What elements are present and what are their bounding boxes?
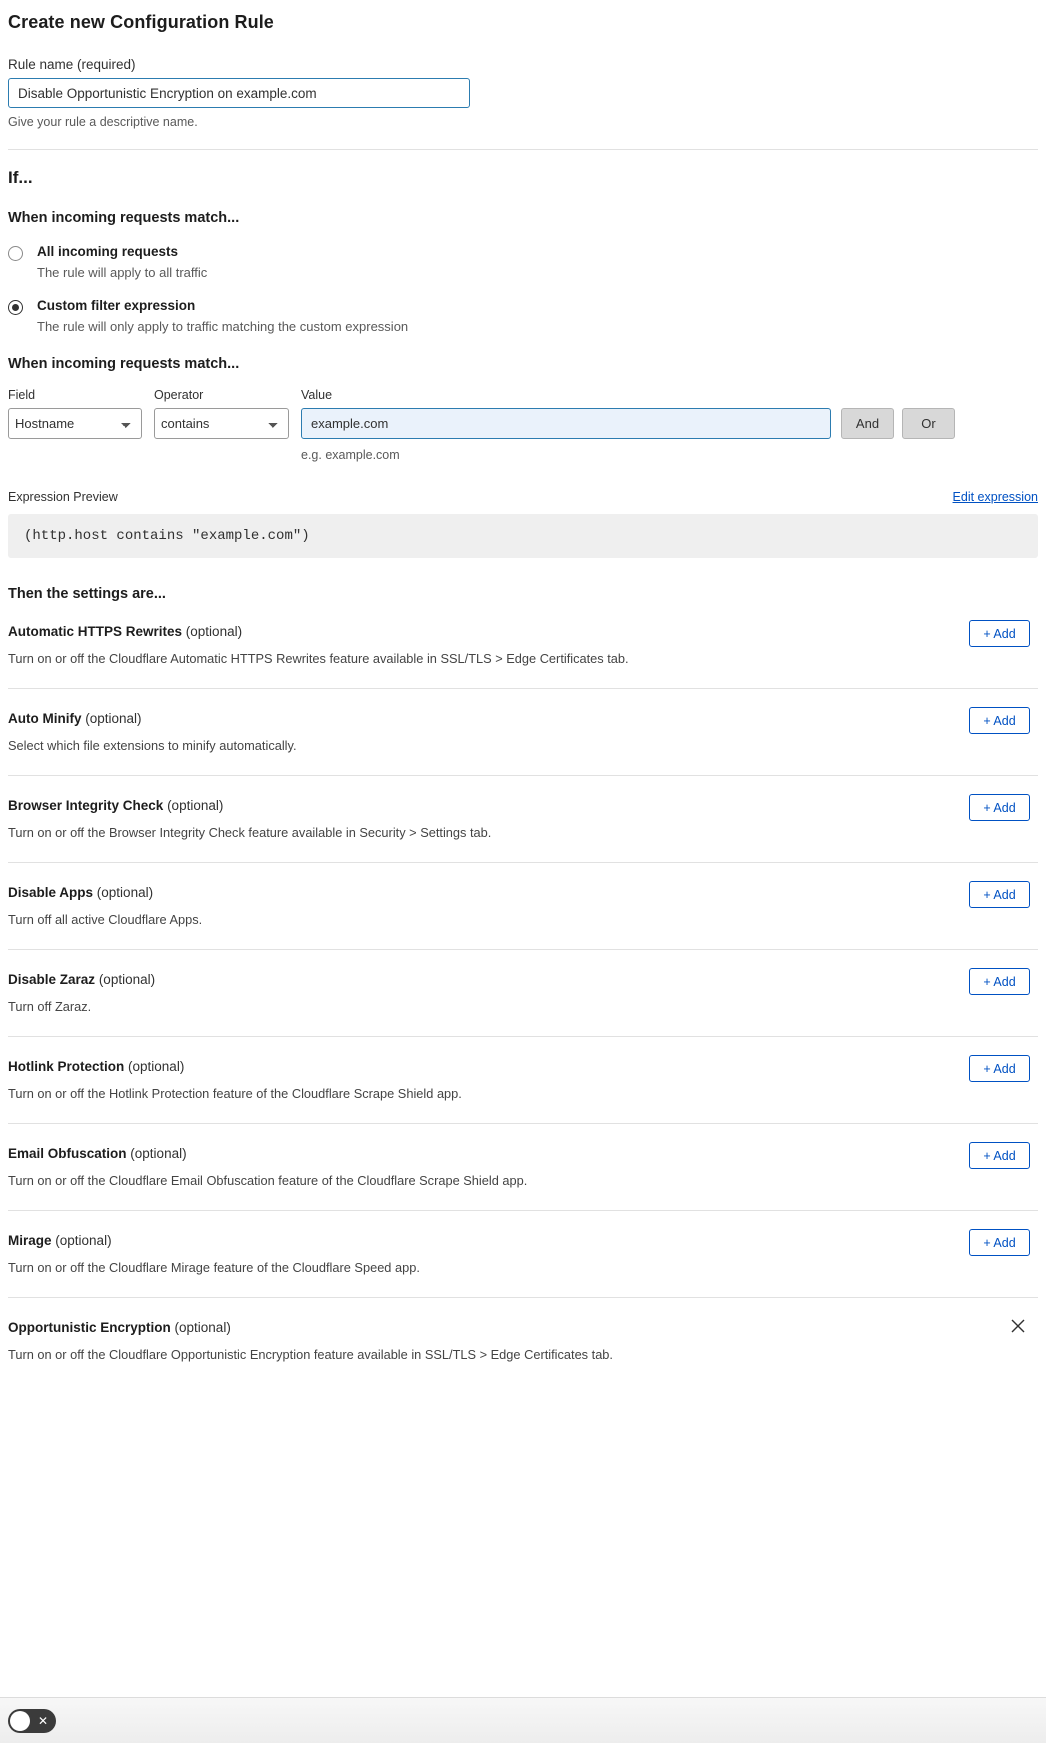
bottom-bar <box>0 1697 1046 1743</box>
setting-name: Hotlink Protection <box>8 1059 125 1075</box>
toggle-off-icon: ✕ <box>37 1713 48 1728</box>
setting-name: Email Obfuscation <box>8 1146 127 1162</box>
radio-label: All incoming requests <box>37 244 179 259</box>
setting-row <box>8 602 1038 689</box>
setting-row <box>8 950 1038 1037</box>
and-button[interactable]: And <box>841 408 894 439</box>
expression-preview-box: (http.host contains "example.com") <box>8 514 1038 558</box>
value-column <box>301 388 831 462</box>
setting-optional: (optional) <box>96 885 154 901</box>
setting-optional: (optional) <box>174 1320 231 1336</box>
setting-title <box>8 1320 1038 1335</box>
setting-name: Disable Zaraz <box>8 972 96 988</box>
match-heading-2: When incoming requests match... <box>8 356 240 373</box>
setting-description: Turn on or off the Hotlink Protection feature of the Cloudflare Scrape Shield app. <box>8 1086 462 1102</box>
value-hint: e.g. example.com <box>301 448 400 463</box>
setting-title <box>8 1233 1038 1248</box>
setting-optional: (optional) <box>130 1146 187 1162</box>
setting-title <box>8 972 1038 987</box>
setting-row <box>8 689 1038 776</box>
setting-description: Turn on or off the Browser Integrity Check feature available in Security > Settings tab. <box>8 825 492 841</box>
if-section-heading: If... <box>8 168 33 187</box>
radio-label: Custom filter expression <box>37 298 196 314</box>
radio-sublabel: The rule will only apply to traffic matching the custom expression <box>37 319 409 335</box>
rule-name-input[interactable] <box>8 78 470 108</box>
then-section-heading: Then the settings are... <box>8 586 166 603</box>
add-setting-button[interactable]: + Add <box>969 1055 1030 1082</box>
and-column <box>841 388 894 439</box>
radio-all-incoming-requests[interactable] <box>8 244 1038 280</box>
spacer <box>841 388 894 402</box>
setting-description: Select which file extensions to minify automatically. <box>8 738 297 754</box>
setting-title <box>8 885 1038 900</box>
edit-expression-link[interactable]: Edit expression <box>952 490 1038 505</box>
value-label: Value <box>301 388 333 403</box>
field-label: Field <box>8 388 36 403</box>
or-button[interactable]: Or <box>902 408 955 439</box>
expression-preview-label: Expression Preview <box>8 490 118 505</box>
setting-description: Turn on or off the Cloudflare Automatic HTTPS Rewrites feature available in SSL/TLS > Edge Certificates tab. <box>8 651 629 667</box>
setting-name: Browser Integrity Check <box>8 798 164 814</box>
setting-name: Automatic HTTPS Rewrites <box>8 624 183 640</box>
toggle-knob <box>10 1711 30 1731</box>
setting-row <box>8 776 1038 863</box>
setting-row <box>8 1211 1038 1298</box>
setting-optional: (optional) <box>98 972 156 988</box>
opportunistic-encryption-toggle[interactable] <box>8 1709 56 1733</box>
page-title: Create new Configuration Rule <box>8 12 274 32</box>
divider <box>8 149 1038 150</box>
add-setting-button[interactable]: + Add <box>969 1142 1030 1169</box>
add-setting-button[interactable]: + Add <box>969 1229 1030 1256</box>
rule-name-help: Give your rule a descriptive name. <box>8 115 198 129</box>
radio-custom-filter-expression[interactable] <box>8 298 1038 334</box>
operator-select[interactable] <box>154 408 289 439</box>
operator-column <box>154 388 289 439</box>
setting-title <box>8 711 1038 726</box>
expression-preview-header <box>8 490 1038 504</box>
match-heading-1: When incoming requests match... <box>8 210 240 226</box>
spacer <box>902 388 955 402</box>
setting-title <box>8 1059 1038 1074</box>
setting-row <box>8 863 1038 950</box>
setting-row-opportunistic-encryption <box>8 1298 1038 1384</box>
setting-description: Turn on or off the Cloudflare Opportunistic Encryption feature available in SSL/TLS > Edge Certificates tab. <box>8 1347 613 1363</box>
setting-title <box>8 798 1038 813</box>
setting-description: Turn off all active Cloudflare Apps. <box>8 912 203 928</box>
setting-optional: (optional) <box>185 624 243 640</box>
rule-name-label: Rule name (required) <box>8 57 136 72</box>
or-column <box>902 388 955 439</box>
setting-name: Mirage <box>8 1233 52 1249</box>
radio-icon[interactable] <box>8 246 23 261</box>
setting-description: Turn on or off the Cloudflare Mirage feature of the Cloudflare Speed app. <box>8 1260 420 1276</box>
setting-name: Auto Minify <box>8 711 82 727</box>
field-column <box>8 388 142 439</box>
setting-description: Turn off Zaraz. <box>8 999 92 1015</box>
add-setting-button[interactable]: + Add <box>969 794 1030 821</box>
radio-icon[interactable] <box>8 300 23 315</box>
setting-row <box>8 1037 1038 1124</box>
close-icon[interactable] <box>1008 1316 1028 1336</box>
radio-sublabel: The rule will apply to all traffic <box>37 265 208 281</box>
add-setting-button[interactable]: + Add <box>969 707 1030 734</box>
configuration-rule-form <box>0 6 1046 1743</box>
value-input[interactable] <box>301 408 831 439</box>
setting-optional: (optional) <box>55 1233 112 1249</box>
add-setting-button[interactable]: + Add <box>969 881 1030 908</box>
setting-optional: (optional) <box>85 711 142 727</box>
setting-title <box>8 624 1038 639</box>
operator-label: Operator <box>154 388 204 403</box>
add-setting-button[interactable]: + Add <box>969 968 1030 995</box>
setting-name: Opportunistic Encryption <box>8 1320 171 1336</box>
setting-description: Turn on or off the Cloudflare Email Obfuscation feature of the Cloudflare Scrape Shield app. <box>8 1173 528 1189</box>
add-setting-button[interactable]: + Add <box>969 620 1030 647</box>
setting-name: Disable Apps <box>8 885 94 901</box>
setting-title <box>8 1146 1038 1161</box>
setting-row <box>8 1124 1038 1211</box>
setting-optional: (optional) <box>167 798 224 814</box>
field-select[interactable] <box>8 408 142 439</box>
setting-optional: (optional) <box>128 1059 185 1075</box>
expression-builder-row <box>8 388 1038 462</box>
